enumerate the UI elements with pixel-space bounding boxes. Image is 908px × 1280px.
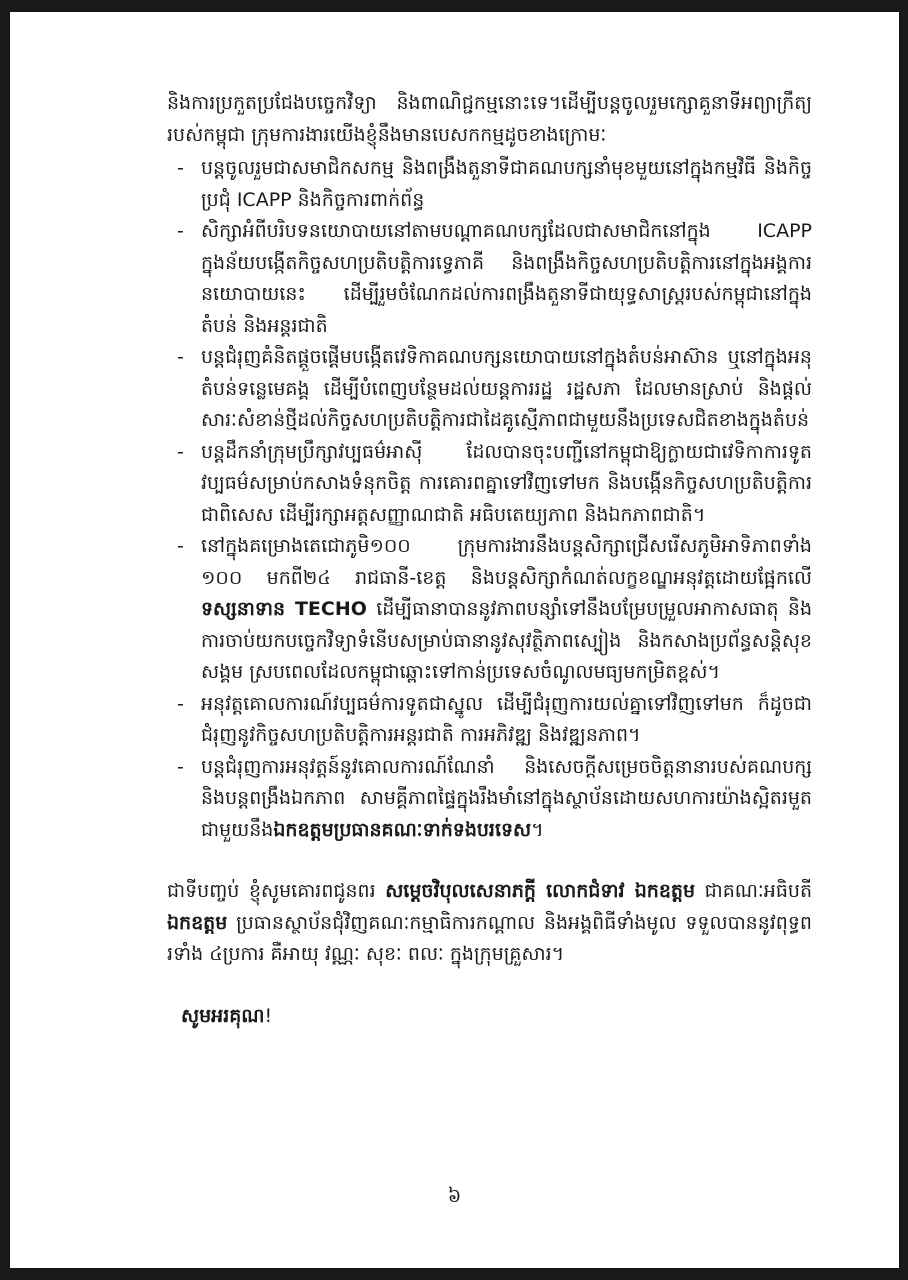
closing-text-start: ជាទីបញ្ចប់ ខ្ញុំសូមគោរពជូនពរ xyxy=(167,880,386,902)
page-number: ៦ xyxy=(447,1185,462,1207)
list-item-text-start: នៅក្នុងគម្រោងតេជោភូមិ១០០ ក្រុមការងារនឹងបន្តសិក្សាជ្រើសរើសភូមិអាទិភាពទាំង ១០០ មកពី២៤ រាជធានី-ខេត្ត និងបន្តសិក្សាកំណត់លក្ខខណ្ឌអនុវត្តដោយផ្អែកលើ xyxy=(201,535,812,589)
list-item xyxy=(167,689,812,752)
list-item xyxy=(167,216,812,342)
list-item xyxy=(167,153,812,216)
bullet-dash: - xyxy=(177,535,184,557)
bullet-dash: - xyxy=(177,692,184,715)
list-item-text: បន្តជំរុញគំនិតផ្តួចផ្តើមបង្កើតវេទិកាគណបក្សនយោបាយនៅក្នុងតំបន់អាស៊ាន ឬនៅក្នុងអនុតំបន់ទន្លេមេគង្គ ដើម្បីបំពេញបន្ថែមដល់យន្តការរដ្ឋ រដ្ឋសភា ដែលមានស្រាប់ និងផ្តល់សារៈសំខាន់ថ្មីដល់កិច្ចសហប្រតិបត្តិការជាដៃគូស្មើភាពជាមួយនឹងប្រទេសជិតខាងក្នុងតំបន់ xyxy=(201,346,812,431)
list-item-text: បន្តដឹកនាំក្រុមប្រឹក្សាវប្បធម៌អាស៊ី ដែលបានចុះបញ្ជីនៅកម្ពុជាឱ្យក្លាយជាវេទិកាការទូតវប្បធម៌សម្រាប់កសាងទំនុកចិត្ត ការគោរពគ្នាទៅវិញទៅមក និងបង្កើនកិច្ចសហប្រតិបត្តិការជាពិសេស ដើម្បីរក្សាអត្តសញ្ញាណជាតិ អធិបតេយ្យភាព និងឯកភាពជាតិ។ xyxy=(201,440,812,526)
thank-you-text: សូមអរគុណ xyxy=(181,1004,265,1027)
bullet-dash: - xyxy=(177,220,184,242)
bullet-dash: - xyxy=(177,346,184,368)
techo-concept-bold: ទស្សនាទាន TECHO xyxy=(201,598,367,620)
bullet-dash: - xyxy=(177,440,184,463)
thank-you xyxy=(181,1001,812,1033)
list-item xyxy=(167,752,812,847)
page-body xyxy=(167,88,812,1032)
excellency-bold: ឯកឧត្តម xyxy=(167,911,228,934)
mission-list xyxy=(167,153,812,846)
foreign-affairs-head-bold: ឯកឧត្តមប្រធានគណៈទាក់ទងបរទេស xyxy=(273,818,532,841)
bullet-dash: - xyxy=(177,157,184,179)
closing-text-mid: ជាគណៈអធិបតី xyxy=(695,880,812,902)
list-item xyxy=(167,342,812,437)
list-item-text: បន្តចូលរួមជាសមាជិកសកម្ម និងពង្រឹងតួនាទីជាគណបក្សនាំមុខមួយនៅក្នុងកម្មវិធី និងកិច្ចប្រជុំ ICAPP និងកិច្ចការពាក់ព័ន្ធ xyxy=(201,157,812,211)
list-item-text: អនុវត្តគោលការណ៍វប្បធម៌ការទូតជាស្នូល ដើម្បីជំរុញការយល់គ្នាទៅវិញទៅមក ក៏ដូចជាជំរុញនូវកិច្ចសហប្រតិបត្តិការអន្តរជាតិ ការអភិវឌ្ឍ និងវឌ្ឍនភាព។ xyxy=(201,692,812,746)
exclamation-mark: ! xyxy=(264,1004,273,1027)
closing-paragraph xyxy=(167,876,812,971)
document-page xyxy=(10,12,899,1268)
bullet-dash: - xyxy=(177,755,184,778)
list-item xyxy=(167,437,812,532)
closing-text-end: ប្រធានស្ថាប័នជុំវិញគណៈកម្មាធិការកណ្តាល និងអង្គពិធីទាំងមូល ទទួលបាននូវពុទ្ធពរទាំង ៤ប្រការ គឺអាយុ វណ្ណៈ សុខៈ ពលៈ ក្នុងក្រុមគ្រួសារ។ xyxy=(167,911,812,965)
list-item-text: សិក្សាអំពីបរិបទនយោបាយនៅតាមបណ្តាគណបក្សដែលជាសមាជិកនៅក្នុង ICAPP ក្នុងន័យបង្កើតកិច្ចសហប្រតិបត្តិការទ្វេភាគី និងពង្រឹងកិច្ចសហប្រតិបត្តិការនៅក្នុងអង្គការនយោបាយនេះ ដើម្បីរួមចំណែកដល់ការពង្រឹងតួនាទីជាយុទ្ធសាស្ត្ររបស់កម្ពុជានៅក្នុងតំបន់ និងអន្តរជាតិ xyxy=(201,220,812,337)
list-item xyxy=(167,531,812,689)
list-item-text-start: បន្តជំរុញការអនុវត្តន៍នូវគោលការណ៍ណែនាំ និងសេចក្តីសម្រេចចិត្តនានារបស់គណបក្ស និងបន្តពង្រឹងឯកភាព សាមគ្គីភាពផ្ទៃក្នុងរឹងមាំនៅក្នុងស្ថាប័នដោយសហការយ៉ាងស្អិតរមួតជាមួយនឹង xyxy=(201,755,812,841)
list-item-text-end: ។ xyxy=(531,818,544,841)
intro-paragraph: និងការប្រកួតប្រជែងបច្ចេកវិទ្យា និងពាណិជ្ជកម្មនោះទេ។ដើម្បីបន្តចូលរួមក្សោគួនាទីអព្យាក្រឹត្យរបស់កម្ពុជា ក្រុមការងារយើងខ្ញុំនឹងមានបេសកកម្មដូចខាងក្រោមៈ xyxy=(167,92,812,146)
list-item-text-end: ដើម្បីធានាបាននូវភាពបន្សាំទៅនឹងបម្រែបម្រួលអាកាសធាតុ និងការចាប់យកបច្ចេកវិទ្យាទំនើបសម្រាប់ធានានូវសុវត្ថិភាពស្បៀង និងកសាងប្រព័ន្ធសន្តិសុខសង្គម ស្របពេលដែលកម្ពុជាឆ្ពោះទៅកាន់ប្រទេសចំណូលមធ្យមកម្រិតខ្ពស់។ xyxy=(201,598,813,683)
dignitaries-bold: សម្តេចវិបុលសេនាភក្តី លោកជំទាវ ឯកឧត្តម xyxy=(385,880,696,902)
